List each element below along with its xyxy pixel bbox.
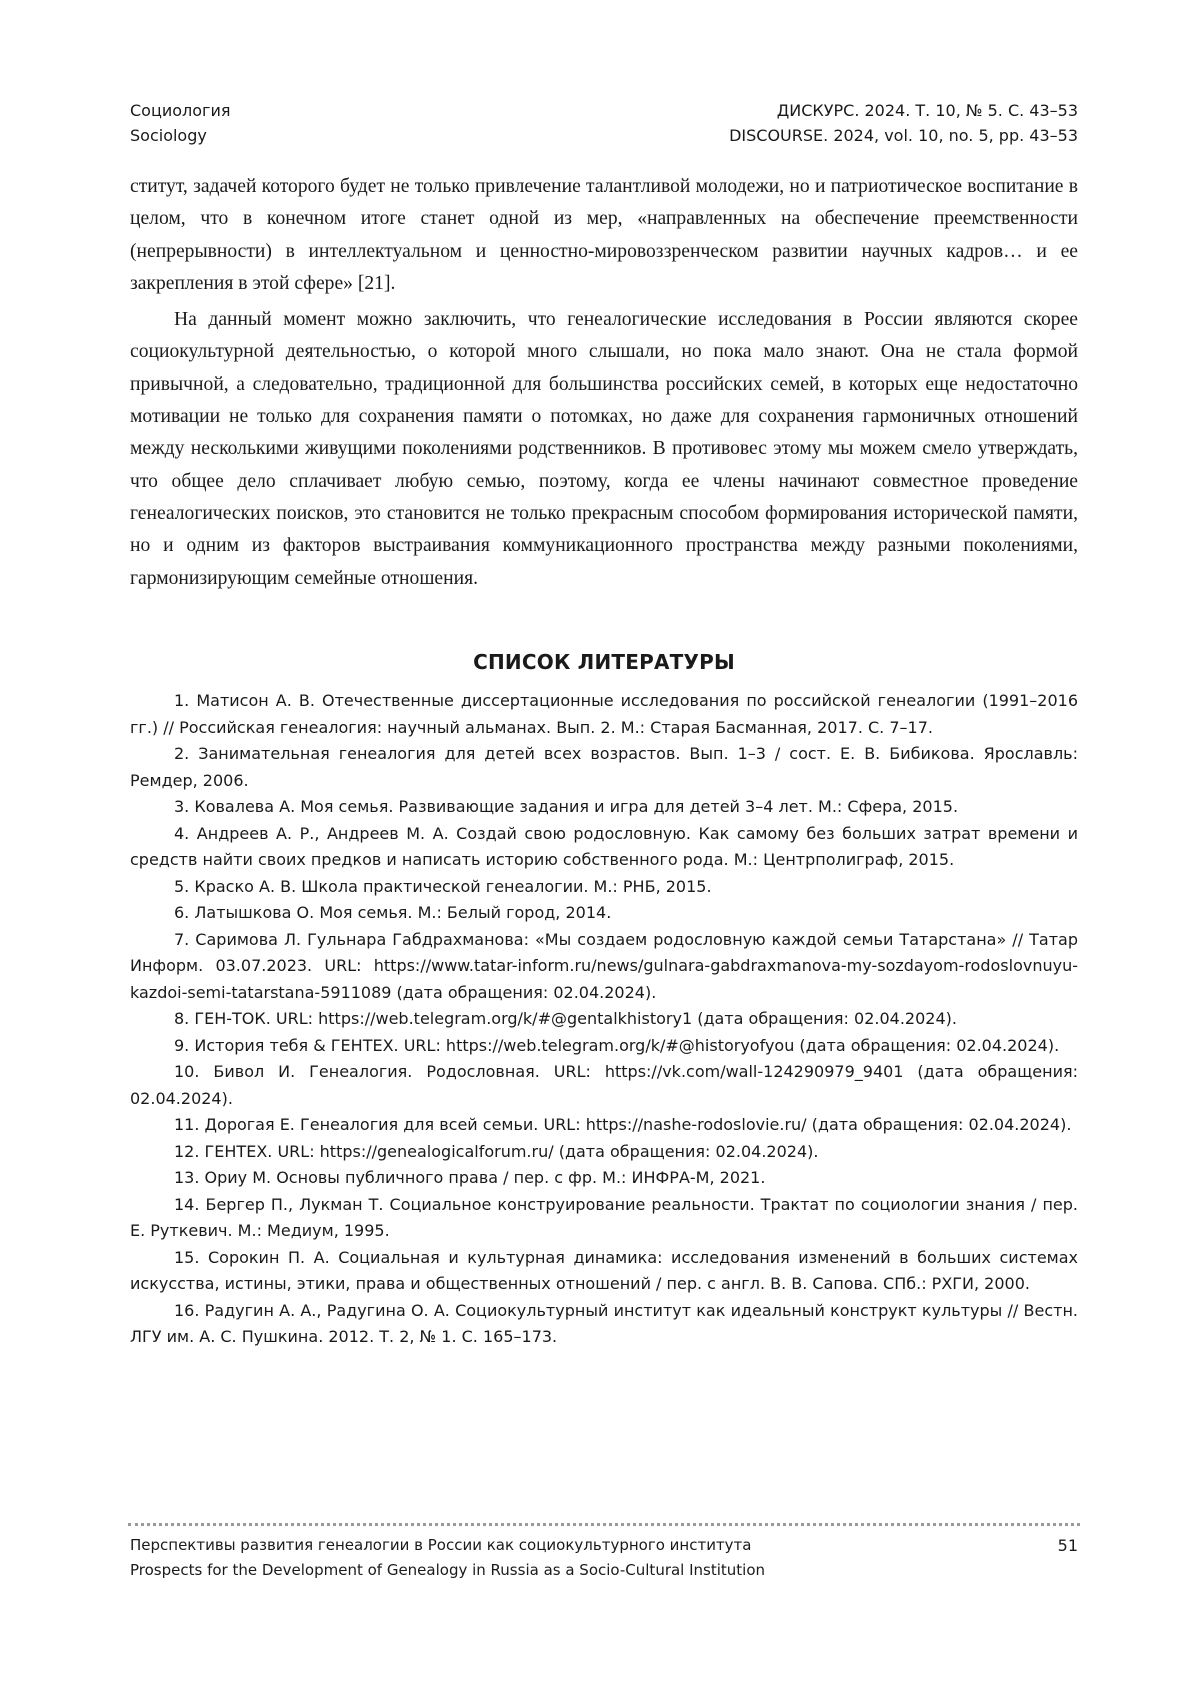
reference-item: 5. Краско А. В. Школа практической генеалогии. М.: РНБ, 2015. (174, 876, 712, 896)
footer-title-en: Prospects for the Development of Genealogy in Russia as a Socio-Cultural Institution (130, 1561, 766, 1579)
header-section-ru: Социология (130, 101, 231, 120)
reference-item: 8. ГЕН-ТОК. URL: https://web.telegram.org/k/#@gentalkhistory1 (дата обращения: 02.04.2024). (174, 1009, 957, 1028)
header-section-en: Sociology (130, 126, 207, 145)
reference-item: 2. Занимательная генеалогия для детей всех возрастов. Вып. 1–3 / сост. Е. В. Бибикова. Ярославль: Ремдер, 2006. (130, 744, 1078, 790)
reference-item: 1. Матисон А. В. Отечественные диссертационные исследования по российской генеалогии (1991–2016 гг.) // Российская генеалогия: научный альманах. Вып. 2. М.: Старая Басманная, 2017. С. 7–17. (130, 691, 1078, 737)
references-title: СПИСОК ЛИТЕРАТУРЫ (473, 650, 735, 674)
references-list (130, 688, 1078, 1351)
header-journal-en: DISCOURSE. 2024, vol. 10, no. 5, pp. 43–53 (729, 126, 1078, 145)
header-journal (729, 98, 1078, 148)
reference-item: 11. Дорогая Е. Генеалогия для всей семьи. URL: https://nashe-rodoslovie.ru/ (дата обращения: 02.04.2024). (174, 1115, 1072, 1134)
reference-item: 15. Сорокин П. А. Социальная и культурная динамика: исследования изменений в больших системах искусства, истины, этики, права и общественных отношений / пер. с англ. В. В. Сапова. СПб.: РХГИ, 2000. (130, 1247, 1078, 1293)
body-paragraph: На данный момент можно заключить, что генеалогические исследования в России являются скорее социокультурной деятельностью, о которой много слышали, но пока мало знают. Она не стала формой привычной, а следовательно, традиционной для большинства российских семей, в которых еще недостаточно мотивации не только для сохранения памяти о потомках, но даже для сохранения гармоничных отношений между несколькими живущими поколениями родственников. В противовес этому мы можем смело утверждать, что общее дело сплачивает любую семью, поэтому, когда ее члены начинают совместное проведение генеалогических поисков, это становится не только прекрасным способом формирования исторической памяти, но и одним из факторов выстраивания коммуникационного пространства между разными поколениями, гармонизирующим семейные отношения. (130, 309, 1078, 589)
footer-title-ru: Перспективы развития генеалогии в России как социокультурного института (130, 1536, 752, 1554)
reference-item: 16. Радугин А. А., Радугина О. А. Социокультурный институт как идеальный конструкт культуры // Вестн. ЛГУ им. А. С. Пушкина. 2012. Т. 2, № 1. С. 165–173. (130, 1300, 1078, 1346)
body-paragraph: ститут, задачей которого будет не только привлечение талантливой молодежи, но и патриотическое воспитание в целом, что в конечном итоге станет одной из мер, «направленных на обеспечение преемственности (непрерывности) в интеллектуальном и ценностно-мировоззренческом развитии научных кадров… и ее закрепления в этой сфере» [21]. (130, 176, 1078, 294)
reference-item: 13. Ориу М. Основы публичного права / пер. с фр. М.: ИНФРА-М, 2021. (174, 1168, 766, 1187)
reference-item: 7. Саримова Л. Гульнара Габдрахманова: «Мы создаем родословную каждой семьи Татарстана» // Татар Информ. 03.07.2023. URL: https://www.tatar-inform.ru/news/gulnara-gabdraxmanova-my-sozdayom-rodoslovnuyu-kazdoi-semi-tatarstana-5911089 (дата обращения: 02.04.2024). (130, 929, 1078, 1002)
reference-item: 9. История тебя & ГЕНТЕХ. URL: https://web.telegram.org/k/#@historyofyou (дата обращения: 02.04.2024). (174, 1035, 1060, 1055)
reference-item: 14. Бергер П., Лукман Т. Социальное конструирование реальности. Трактат по социологии знания / пер. Е. Руткевич. М.: Медиум, 1995. (130, 1194, 1078, 1240)
running-footer (130, 1533, 1078, 1583)
body-text (130, 171, 1078, 595)
reference-item: 3. Ковалева А. Моя семья. Развивающие задания и игра для детей 3–4 лет. М.: Сфера, 2015. (174, 797, 959, 816)
page-number: 51 (1057, 1536, 1078, 1555)
footer-titles (130, 1533, 1078, 1583)
reference-item: 6. Латышкова О. Моя семья. М.: Белый город, 2014. (174, 903, 612, 922)
footer-divider (128, 1523, 1080, 1526)
header-journal-ru: ДИСКУРС. 2024. Т. 10, № 5. С. 43–53 (776, 101, 1078, 120)
reference-item: 12. ГЕНТЕХ. URL: https://genealogicalforum.ru/ (дата обращения: 02.04.2024). (174, 1141, 819, 1161)
reference-item: 4. Андреев А. Р., Андреев М. А. Создай свою родословную. Как самому без больших затрат времени и средств найти своих предков и написать историю собственного рода. М.: Центрполиграф, 2015. (130, 823, 1078, 869)
reference-item: 10. Бивол И. Генеалогия. Родословная. URL: https://vk.com/wall-124290979_9401 (дата обращения: 02.04.2024). (130, 1062, 1078, 1108)
header-section (130, 98, 230, 148)
